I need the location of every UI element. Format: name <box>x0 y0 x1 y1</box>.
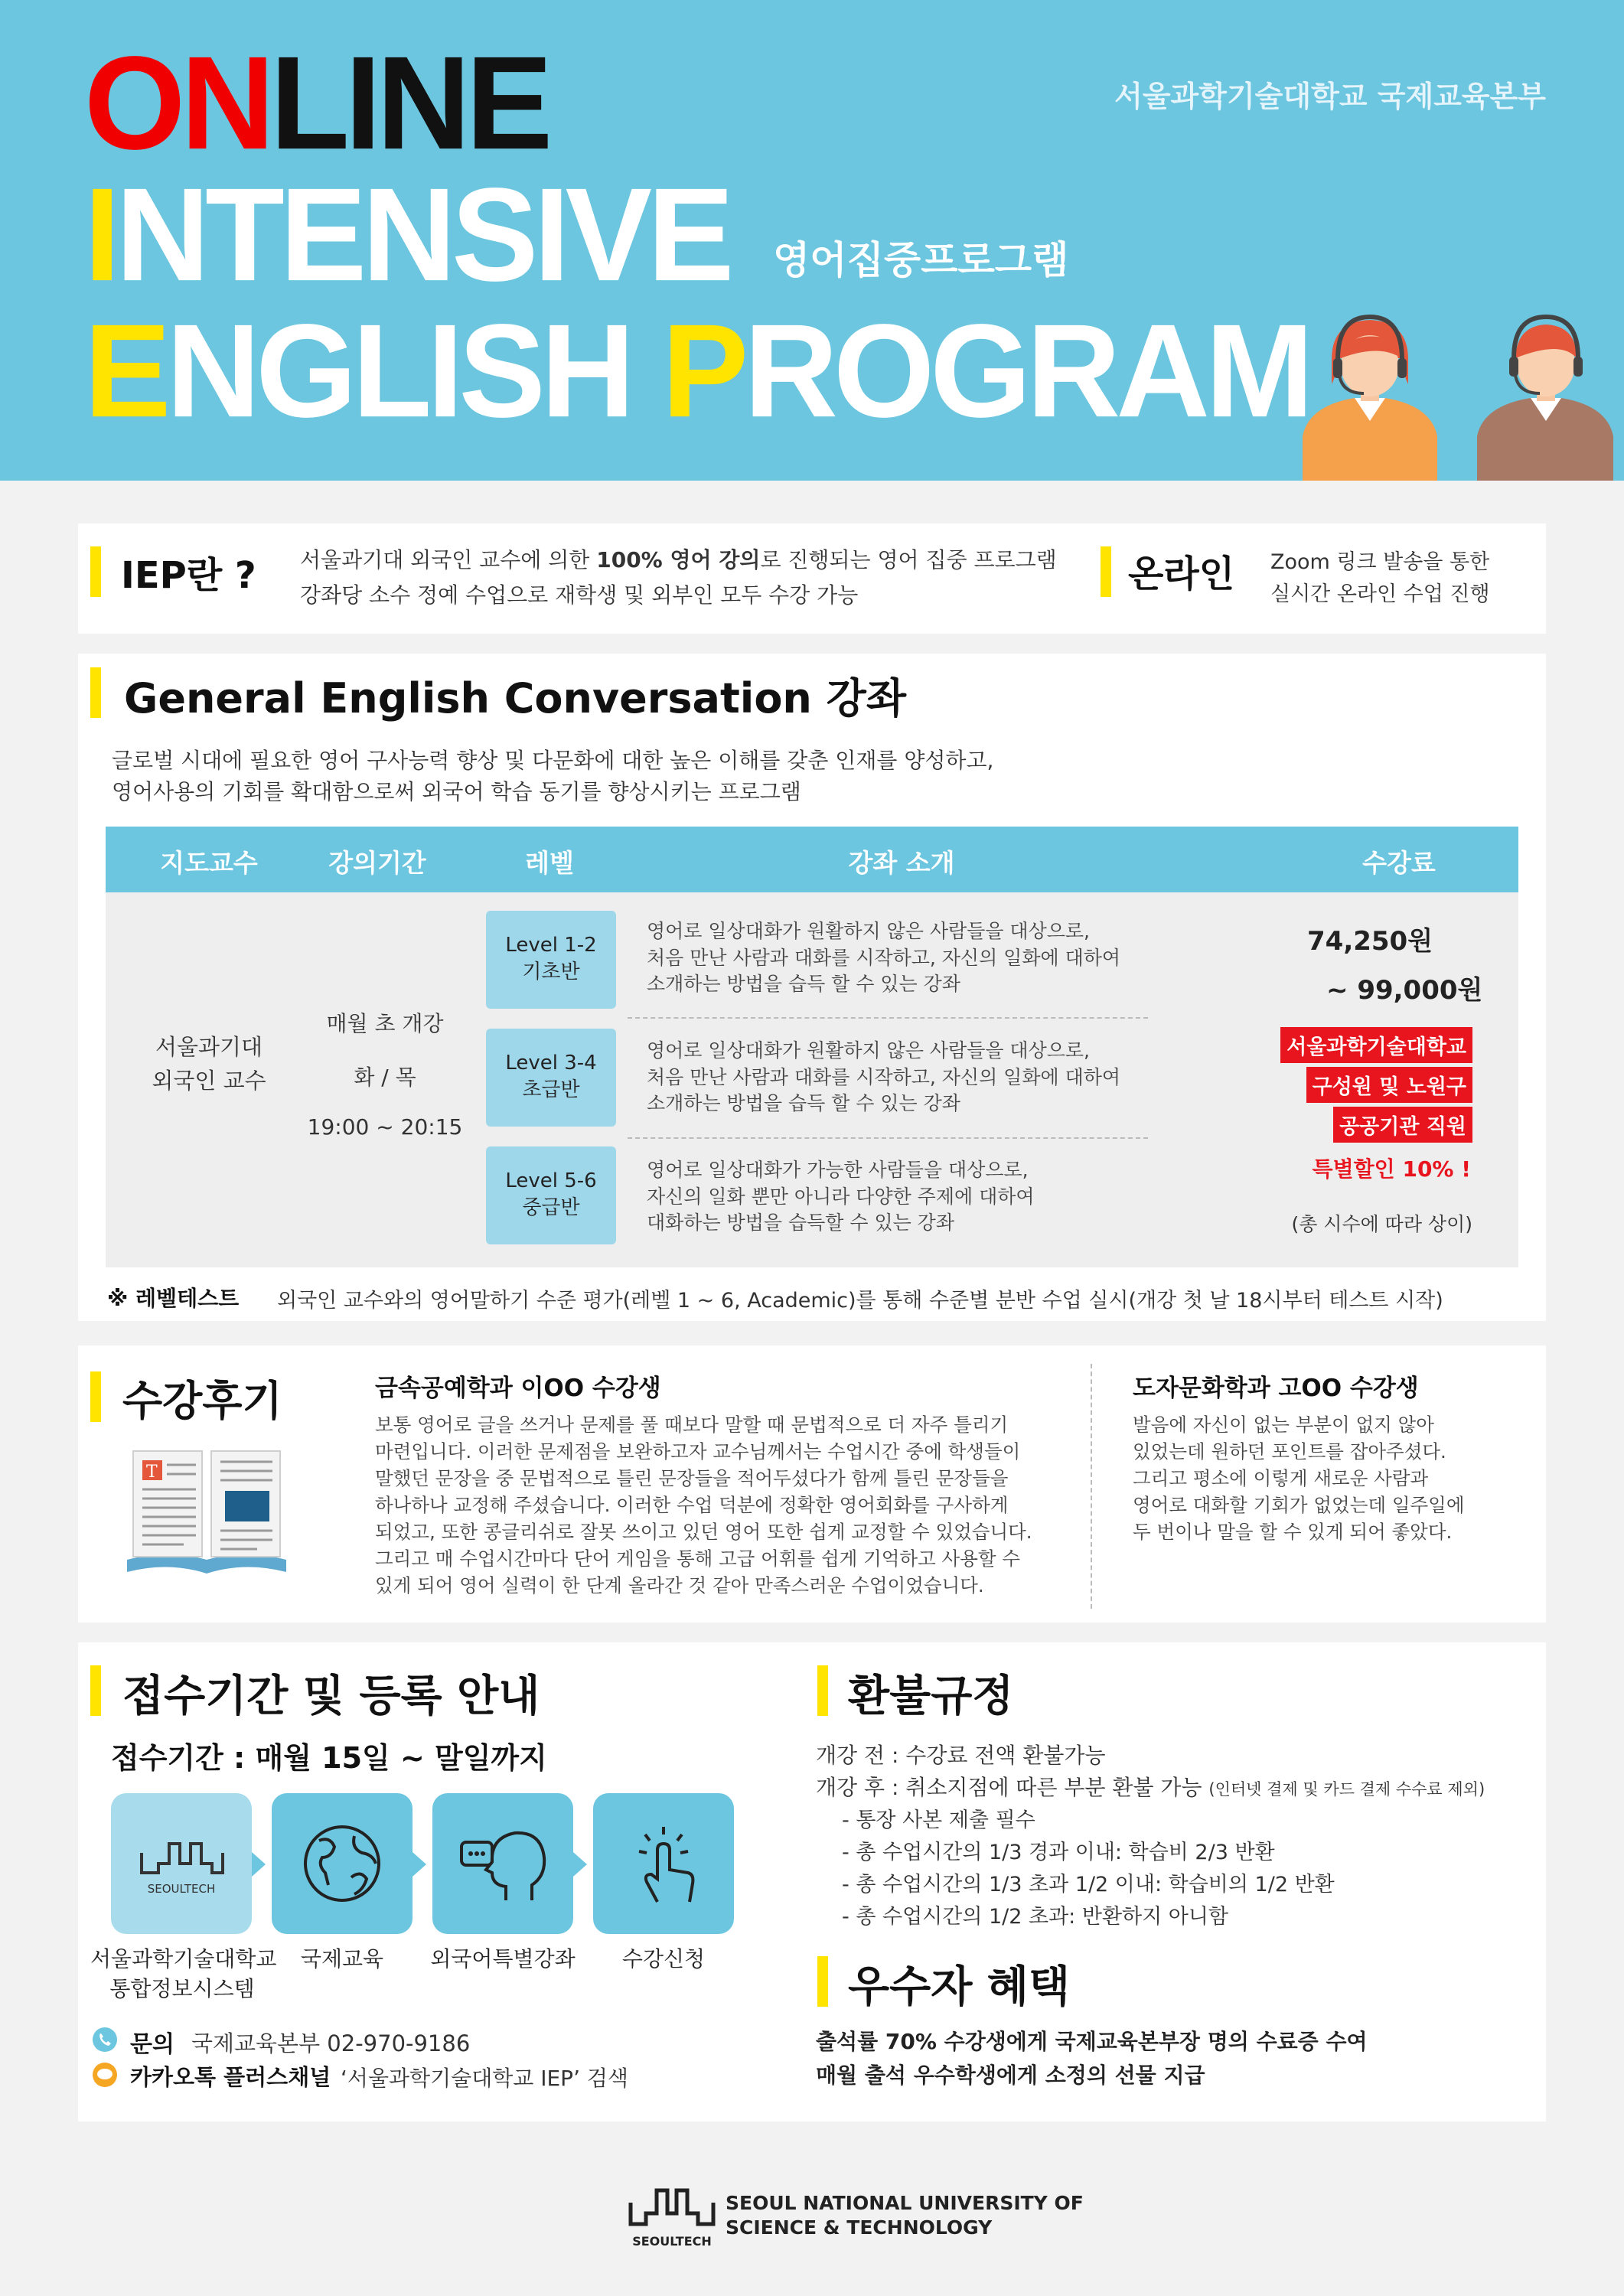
registration-heading: 접수기간 및 등록 안내 <box>122 1671 540 1721</box>
col-fee: 수강료 <box>1362 848 1436 878</box>
step-international <box>272 1793 413 1934</box>
course-desc-1: 글로벌 시대에 필요한 영어 구사능력 향상 및 다문화에 대한 높은 이해를 갖춘 인재를 양성하고, <box>112 748 994 773</box>
speech-head-icon <box>432 1793 573 1934</box>
level-5-6-desc: 영어로 일상대화가 가능한 사람들을 대상으로, 자신의 일화 뿐만 아니라 다양한 주제에 대하여 대화하는 방법을 습득할 수 있는 강좌 <box>647 1159 1035 1234</box>
kakao-value: ‘서울과학기술대학교 IEP’ 검색 <box>341 2066 628 2091</box>
row-divider <box>628 1137 1148 1139</box>
section-marker <box>90 667 101 718</box>
fee-note: (총 시수에 따라 상이) <box>1291 1213 1472 1235</box>
seoultech-logo-icon <box>111 1793 252 1934</box>
step-seoultech-portal <box>111 1793 252 1934</box>
fee-max: ~ 99,000원 <box>1326 975 1483 1006</box>
section-marker <box>817 1956 828 2007</box>
section-marker <box>817 1665 828 1716</box>
level-1-2-desc: 영어로 일상대화가 원활하지 않은 사람들을 대상으로, 처음 만난 사람과 대화를 시작하고, 자신의 일화에 대하여 소개하는 방법을 습득 할 수 있는 강좌 <box>647 920 1121 995</box>
period-start: 매월 초 개강 <box>326 1011 444 1036</box>
contact-value: 국제교육본부 02-970-9186 <box>191 2030 471 2056</box>
section-marker <box>90 1371 101 1422</box>
online-heading: 온라인 <box>1128 553 1235 595</box>
benefit-line1: 출석률 70% 수강생에게 국제교육본부장 명의 수료증 수여 <box>816 2029 1368 2054</box>
step-arrow <box>252 1852 266 1877</box>
col-period: 강의기간 <box>328 848 426 878</box>
open-book-icon <box>122 1445 291 1580</box>
footer-univ-line1: SEOUL NATIONAL UNIVERSITY OF <box>726 2192 1084 2214</box>
reviews-heading: 수강후기 <box>122 1377 282 1425</box>
review2-text: 발음에 자신이 없는 부분이 없지 않아 있었는데 원하던 포인트를 잡아주셨다. 그리고 평소에 이렇게 새로운 사람과 영어로 대화할 기회가 없었는데 일주일에 두 번이나 말을 할 수 있게 되어 좋았다. <box>1133 1414 1465 1543</box>
step-arrow <box>413 1852 426 1877</box>
course-table-body <box>106 892 1518 1267</box>
online-line2: 실시간 온라인 수업 진행 <box>1270 582 1490 606</box>
title-english-program: ENGLISH PROGRAM <box>84 297 1309 445</box>
discount-rate: 특별할인 10% ! <box>1312 1156 1471 1182</box>
iep-line2: 강좌당 소수 정예 수업으로 재학생 및 외부인 모두 수강 가능 <box>300 582 859 608</box>
col-level: 레벨 <box>525 848 574 878</box>
review1-title: 금속공예학과 이OO 수강생 <box>375 1375 661 1402</box>
level-test-text: 외국인 교수와의 영어말하기 수준 평가(레벨 1 ~ 6, Academic)를 통해 수준별 분반 수업 실시(개강 첫 날 18시부터 테스트 시작) <box>277 1289 1443 1313</box>
title-intensive: INTENSIVE <box>84 161 730 309</box>
svg-text:SEOULTECH: SEOULTECH <box>147 1882 216 1896</box>
svg-text:SEOULTECH: SEOULTECH <box>632 2234 712 2249</box>
period-days: 화 / 목 <box>354 1065 416 1090</box>
course-desc-2: 영어사용의 기회를 확대함으로써 외국어 학습 동기를 향상시키는 프로그램 <box>112 779 801 804</box>
section-marker <box>90 546 101 597</box>
section-marker <box>1101 546 1111 597</box>
discount-badge: 서울과학기술대학교 <box>1280 1027 1472 1063</box>
course-table-header <box>106 827 1518 892</box>
col-instructor: 지도교수 <box>160 848 258 878</box>
col-description: 강좌 소개 <box>848 848 955 878</box>
review2-title: 도자문화학과 고OO 수강생 <box>1133 1375 1419 1402</box>
step-label-international: 국제교육 <box>300 1946 384 1971</box>
step-foreign-language <box>432 1793 573 1934</box>
benefit-heading: 우수자 혜택 <box>848 1962 1070 2012</box>
benefit-line2: 매월 출석 우수학생에게 소정의 선물 지급 <box>816 2063 1205 2088</box>
course-heading: General English Conversation 강좌 <box>124 674 906 722</box>
review1-text: 보통 영어로 글을 쓰거나 문제를 풀 때보다 말할 때 문법적으로 더 자주 틀리기 마련입니다. 이러한 문제점을 보완하고자 교수님께서는 수업시간 중에 학생들이 말했던 문장을 중 문법적으로 틀린 문장들을 적어두셨다가 함께 틀린 문장들을 하나하나 교정해 주셨습니다. 이러한 수업 덕분에 정확한 영어회화를 구사하게 되었고, 또한 콩글리쉬로 잘못 쓰이고 있던 영어 또한 쉽게 교정할 수 있었습니다. 그리고 매 수업시간마다 단어 게임을 통해 고급 어휘를 쉽게 기억하고 사용할 수 있게 되어 영어 실력이 한 단계 올라간 것 같아 만족스러운 수업이었습니다. <box>375 1414 1032 1596</box>
org-name: 서울과학기술대학교 국제교육본부 <box>1114 80 1546 113</box>
iep-line1: 서울과기대 외국인 교수에 의한 100% 영어 강의로 진행되는 영어 집중 프로그램 <box>300 547 1057 572</box>
refund-heading: 환불규정 <box>848 1671 1014 1721</box>
footer-univ-line2: SCIENCE & TECHNOLOGY <box>726 2216 993 2239</box>
refund-items: - 통장 사본 제출 필수 - 총 수업시간의 1/3 경과 이내: 학습비 2/3 반환 - 총 수업시간의 1/3 초과 1/2 이내: 학습비의 1/2 반환 - 총 수업시간의 1/2 초과: 반환하지 아니함 <box>842 1808 1335 1929</box>
registration-period: 접수기간 : 매월 15일 ~ 말일까지 <box>111 1741 547 1775</box>
level-test-label: ※ 레벨테스트 <box>107 1286 240 1311</box>
fee-min: 74,250원 <box>1307 926 1433 957</box>
section-marker <box>90 1665 101 1716</box>
seoultech-footer-logo <box>626 2180 718 2253</box>
headset-staff-illustration <box>1293 314 1615 481</box>
step-label-portal: 서울과학기술대학교 통합정보시스템 <box>90 1946 277 2002</box>
online-line1: Zoom 링크 발송을 통한 <box>1270 550 1490 574</box>
iep-heading: IEP란 ? <box>121 554 256 597</box>
level-badge-5-6: Level 5-6 중급반 <box>486 1146 616 1244</box>
level-badge-3-4: Level 3-4 초급반 <box>486 1029 616 1127</box>
step-arrow <box>573 1852 587 1877</box>
subtitle-korean: 영어집중프로그램 <box>773 238 1069 282</box>
review-divider <box>1091 1364 1092 1609</box>
title-online: ONLINE <box>84 29 549 178</box>
period-time: 19:00 ~ 20:15 <box>307 1114 463 1140</box>
step-enrollment <box>593 1793 734 1934</box>
kakao-label: 카카오톡 플러스채널 <box>130 2064 331 2090</box>
step-label-language: 외국어특별강좌 <box>430 1946 576 1971</box>
discount-badge: 공공기관 직원 <box>1333 1107 1472 1143</box>
globe-icon <box>272 1793 413 1934</box>
row-divider <box>628 1017 1148 1019</box>
tap-hand-icon <box>593 1793 734 1934</box>
level-3-4-desc: 영어로 일상대화가 원활하지 않은 사람들을 대상으로, 처음 만난 사람과 대화를 시작하고, 자신의 일화에 대하여 소개하는 방법을 습득 할 수 있는 강좌 <box>647 1039 1121 1114</box>
step-label-enroll: 수강신청 <box>621 1946 706 1971</box>
svg-text:T: T <box>146 1463 158 1482</box>
instructor-line2: 외국인 교수 <box>152 1068 266 1094</box>
kakao-icon <box>92 2062 118 2088</box>
refund-line2: 개강 후 : 취소지점에 따른 부분 환불 가능 (인터넷 결제 및 카드 결제 수수료 제외) <box>816 1775 1485 1800</box>
phone-icon <box>92 2027 118 2053</box>
discount-badge: 구성원 및 노원구 <box>1306 1067 1472 1103</box>
level-badge-1-2: Level 1-2 기초반 <box>486 911 616 1009</box>
refund-line1: 개강 전 : 수강료 전액 환불가능 <box>816 1743 1106 1768</box>
instructor-line1: 서울과기대 <box>155 1034 263 1060</box>
hero-banner <box>0 0 1624 481</box>
contact-label: 문의 <box>130 2031 174 2058</box>
